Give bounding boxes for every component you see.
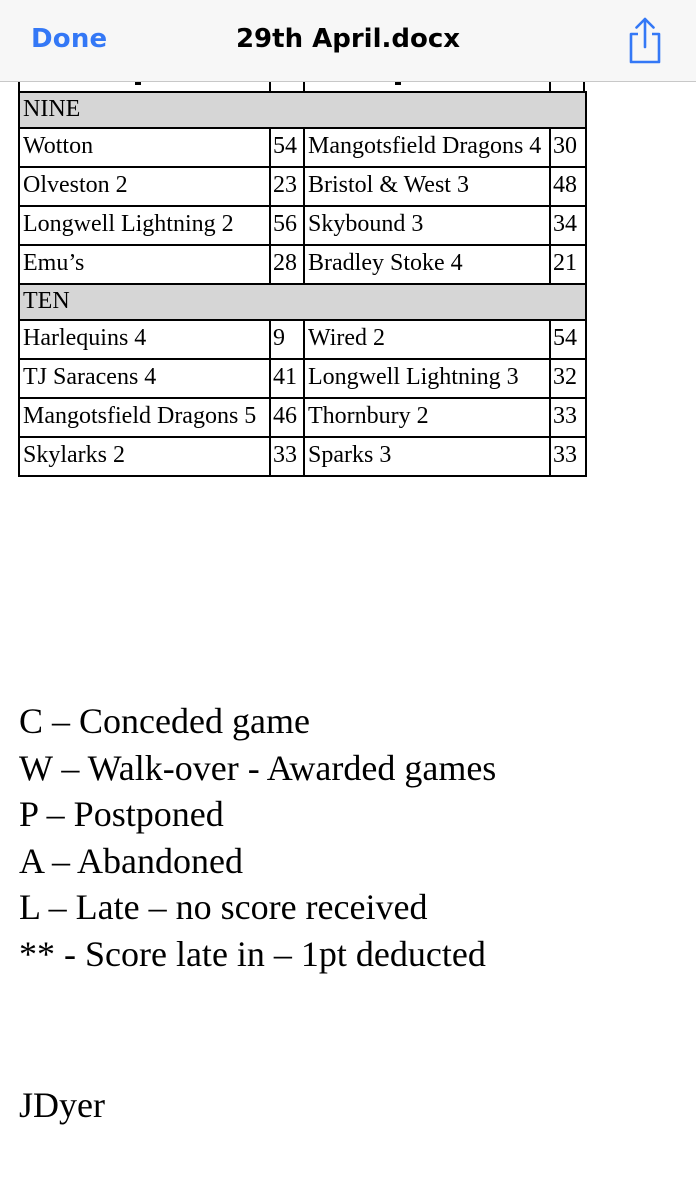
section-heading: NINE <box>19 92 586 128</box>
away-team-cell: Mangotsfield Dragons 4 <box>304 128 550 167</box>
away-score-cell: 32 <box>550 359 586 398</box>
navigation-bar <box>0 0 696 82</box>
home-score-cell: 9 <box>270 320 304 359</box>
document-page[interactable] <box>0 82 696 1200</box>
section-header-row <box>19 92 586 128</box>
away-team-cell: Bristol & West 3 <box>304 167 550 206</box>
legend-item: ** - Score late in – 1pt deducted <box>19 933 486 974</box>
away-team-cell: Bradley Stoke 4 <box>304 245 550 284</box>
home-score-cell: 28 <box>270 245 304 284</box>
home-team-cell: Harlequins 4 <box>19 320 270 359</box>
away-team-cell: Thornbury 2 <box>304 398 550 437</box>
away-score-cell: 34 <box>550 206 586 245</box>
share-button[interactable] <box>622 16 666 64</box>
away-team-cell: Skybound 3 <box>304 206 550 245</box>
away-score-cell: 30 <box>550 128 586 167</box>
table-row <box>19 398 586 437</box>
home-score-cell: 56 <box>270 206 304 245</box>
section-heading: TEN <box>19 284 586 320</box>
section-header-row <box>19 284 586 320</box>
legend-item: L – Late – no score received <box>19 887 428 927</box>
home-team-cell: Mangotsfield Dragons 5 <box>19 398 270 437</box>
author-signature: JDyer <box>19 1085 105 1125</box>
previous-table-rows-cut-off <box>18 82 585 91</box>
away-score-cell: 21 <box>550 245 586 284</box>
home-score-cell: 33 <box>270 437 304 476</box>
done-button[interactable]: Done <box>31 24 108 54</box>
away-score-cell: 54 <box>550 320 586 359</box>
legend-item: W – Walk-over - Awarded games <box>19 747 497 788</box>
home-score-cell: 23 <box>270 167 304 206</box>
away-team-cell: Sparks 3 <box>304 437 550 476</box>
away-team-cell: Longwell Lightning 3 <box>304 359 550 398</box>
table-row <box>19 437 586 476</box>
home-team-cell: Wotton <box>19 128 270 167</box>
away-score-cell: 33 <box>550 437 586 476</box>
home-team-cell: Skylarks 2 <box>19 437 270 476</box>
document-title: 29th April.docx <box>235 24 461 54</box>
table-row <box>19 128 586 167</box>
home-team-cell: Olveston 2 <box>19 167 270 206</box>
score-code-legend <box>19 698 496 977</box>
table-row <box>19 320 586 359</box>
table-row <box>19 206 586 245</box>
away-score-cell: 33 <box>550 398 586 437</box>
table-row <box>19 245 586 284</box>
home-team-cell: Emu’s <box>19 245 270 284</box>
share-icon <box>622 16 666 64</box>
away-score-cell: 48 <box>550 167 586 206</box>
home-team-cell: Longwell Lightning 2 <box>19 206 270 245</box>
table-row <box>19 167 586 206</box>
home-score-cell: 54 <box>270 128 304 167</box>
results-table <box>18 91 587 477</box>
legend-item: A – Abandoned <box>19 840 243 881</box>
home-team-cell: TJ Saracens 4 <box>19 359 270 398</box>
table-row <box>19 359 586 398</box>
home-score-cell: 46 <box>270 398 304 437</box>
away-team-cell: Wired 2 <box>304 320 550 359</box>
legend-item: P – Postponed <box>19 794 224 834</box>
legend-item: C – Conceded game <box>19 701 310 741</box>
home-score-cell: 41 <box>270 359 304 398</box>
